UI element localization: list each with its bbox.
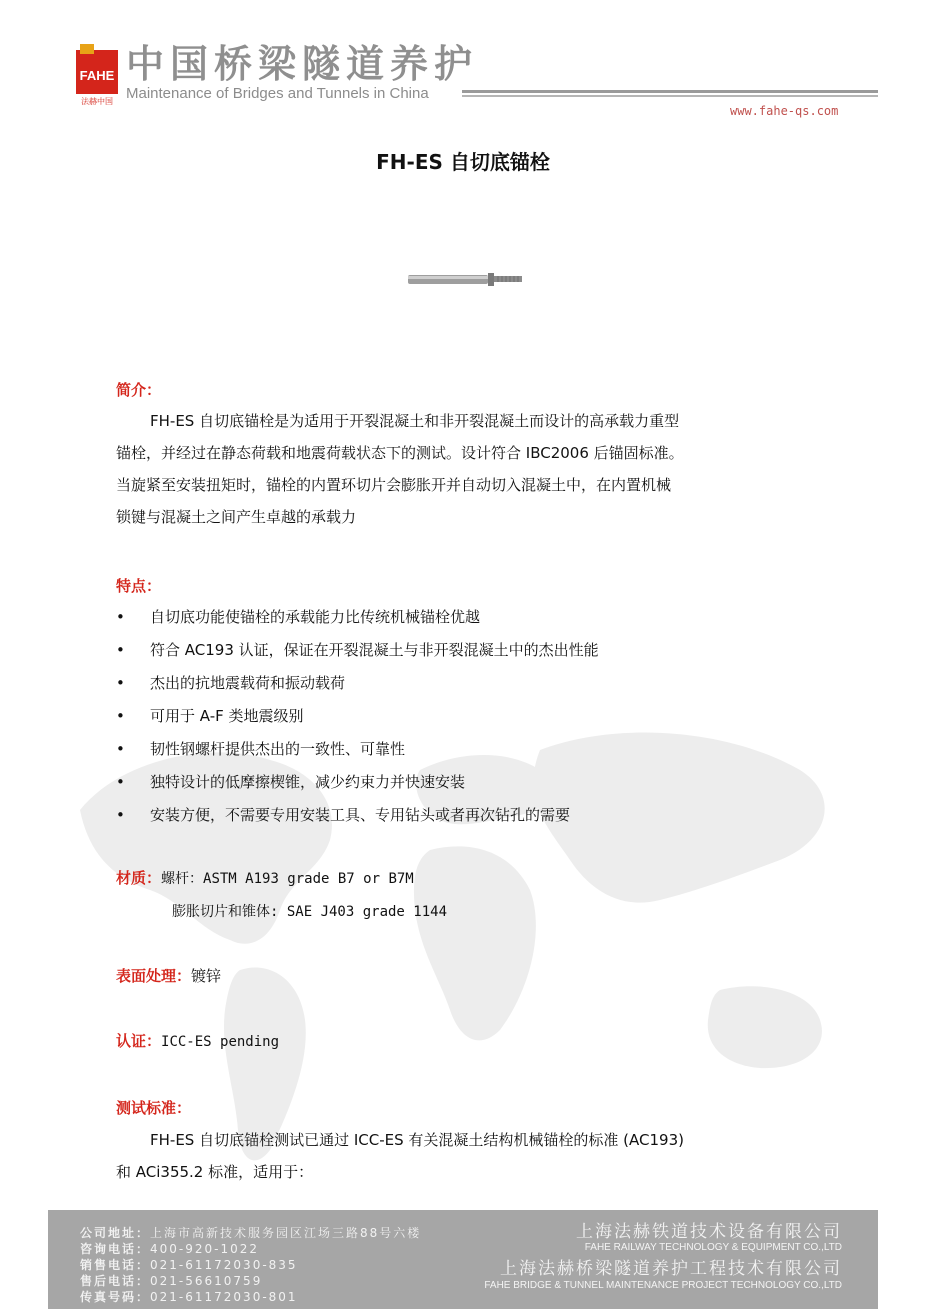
list-item: • 独特设计的低摩擦楔锥，减少约束力并快速安装 — [116, 773, 466, 791]
cert-row — [116, 1031, 279, 1052]
list-item: • 韧性钢螺杆提供杰出的一致性、可靠性 — [116, 740, 406, 758]
contact-row: 售后电话：021-56610759 — [80, 1274, 263, 1288]
test-line-2: 和 ACi355.2 标准，适用于： — [116, 1163, 314, 1181]
list-item: • 自切底功能使锚栓的承载能力比传统机械锚栓优越 — [116, 608, 481, 626]
list-item: • 符合 AC193 认证，保证在开裂混凝土与非开裂混凝土中的杰出性能 — [116, 641, 599, 659]
material-bolt: 螺杆：ASTM A193 grade B7 or B7M — [161, 871, 414, 887]
svg-text:FAHE: FAHE — [79, 68, 115, 83]
features-list — [116, 601, 599, 832]
cert-label: 认证： — [116, 1032, 162, 1050]
list-item: • 可用于 A-F 类地震级别 — [116, 707, 304, 725]
contact-row: 公司地址：上海市高新技术服务园区江场三路88号六楼 — [80, 1226, 422, 1240]
company-2-cn: 上海法赫桥梁隧道养护工程技术有限公司 — [500, 1259, 842, 1279]
features-heading: 特点： — [116, 577, 162, 595]
test-heading: 测试标准： — [116, 1099, 192, 1117]
anchor-bolt-image — [406, 270, 524, 288]
list-item: • 杰出的抗地震载荷和振动载荷 — [116, 674, 346, 692]
contact-info — [80, 1225, 421, 1305]
company-names — [484, 1222, 842, 1292]
intro-paragraph — [116, 405, 816, 533]
svg-text:法赫中国: 法赫中国 — [81, 97, 113, 106]
material-sleeve: 膨胀切片和锥体: SAE J403 grade 1144 — [172, 904, 448, 920]
material-label: 材质： — [116, 869, 162, 887]
intro-line-1: FH-ES 自切底锚栓是为适用于开裂混凝土和非开裂混凝土而设计的高承载力重型 — [150, 412, 680, 430]
contact-row: 咨询电话：400-920-1022 — [80, 1242, 260, 1256]
brand-title-en: Maintenance of Bridges and Tunnels in China — [126, 85, 429, 102]
company-1-cn: 上海法赫铁道技术设备有限公司 — [576, 1222, 842, 1242]
intro-line-4: 锁键与混凝土之间产生卓越的承载力 — [116, 508, 357, 526]
intro-line-3: 当旋紧至安装扭矩时，锚栓的内置环切片会膨胀开并自动切入混凝土中，在内置机械 — [116, 476, 672, 494]
test-paragraph — [116, 1124, 816, 1188]
header-rule — [462, 90, 878, 98]
fahe-logo — [74, 42, 120, 106]
list-item: • 安装方便，不需要专用安装工具、专用钻头或者再次钻孔的需要 — [116, 806, 571, 824]
surface-row — [116, 966, 221, 986]
website-link[interactable]: www.fahe-qs.com — [730, 104, 839, 118]
material-row — [116, 868, 414, 889]
document-title: FH-ES 自切底锚栓 — [376, 150, 550, 174]
material-row-2 — [172, 901, 447, 922]
test-line-1: FH-ES 自切底锚栓测试已通过 ICC-ES 有关混凝土结构机械锚栓的标准 (AC193) — [150, 1131, 684, 1149]
footer-bar — [48, 1210, 878, 1309]
brand-title-cn: 中国桥梁隧道养护 — [126, 42, 479, 86]
company-1-en: FAHE RAILWAY TECHNOLOGY & EQUIPMENT CO.,LTD — [584, 1242, 842, 1253]
cert-value: ICC-ES pending — [161, 1034, 280, 1050]
surface-value: 镀锌 — [191, 967, 222, 985]
contact-row: 销售电话：021-61172030-835 — [80, 1258, 298, 1272]
company-2-en: FAHE BRIDGE & TUNNEL MAINTENANCE PROJECT TECHNOLOGY CO.,LTD — [484, 1280, 842, 1291]
contact-row: 传真号码：021-61172030-801 — [80, 1290, 298, 1304]
intro-line-2: 锚栓，并经过在静态荷载和地震荷载状态下的测试。设计符合 IBC2006 后锚固标准。 — [116, 444, 684, 462]
intro-heading: 简介： — [116, 381, 162, 399]
surface-label: 表面处理： — [116, 967, 192, 985]
